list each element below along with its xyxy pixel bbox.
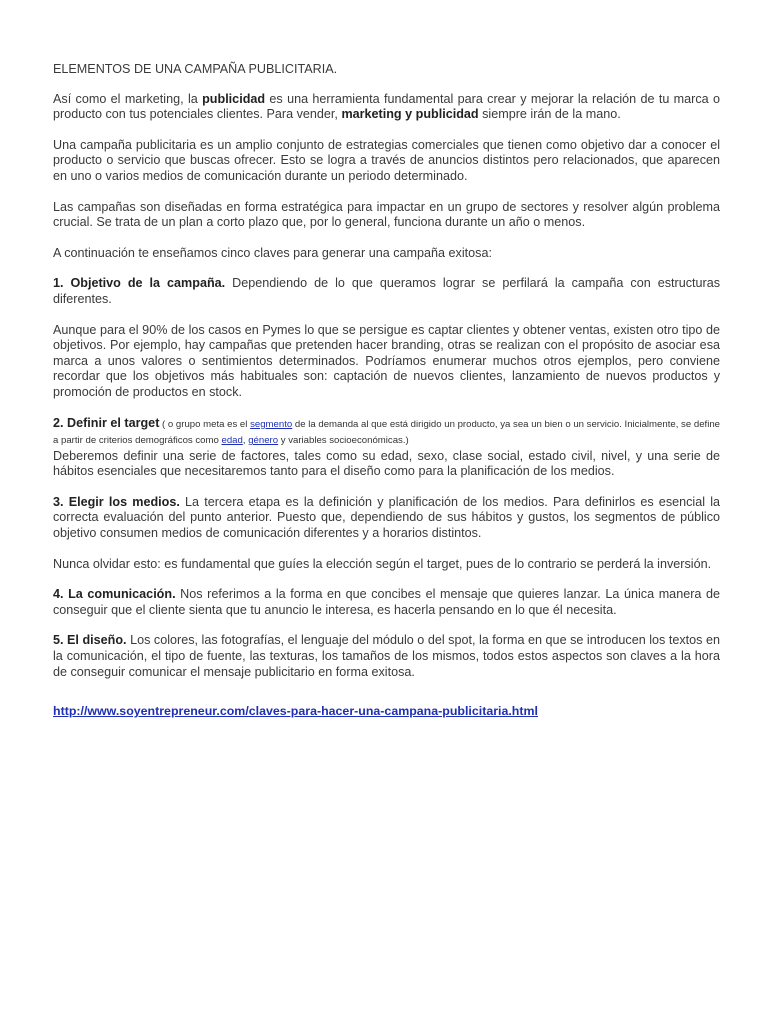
section-communication-text: Nos referimos a la forma en que concibes el mensaje que quieres lanzar. La única manera de conseguir que el cliente sienta que tu anuncio le interesa, es hacerla pensando en lo que él necesita. — [53, 587, 721, 617]
intro-bold-2: marketing y publicidad — [341, 107, 479, 122]
section-design — [53, 633, 720, 680]
keys-intro-paragraph: A continuación te enseñamos cinco claves para generar una campaña exitosa: — [53, 245, 492, 260]
section-communication-heading: 4. La comunicación. — [53, 587, 176, 602]
target-note-text-2: de la demanda al que está dirigido un producto, ya sea un bien o un servicio. Inicialmente, se define a partir de criterios demográficos como — [53, 418, 720, 447]
intro-bold-1: publicidad — [202, 91, 266, 106]
source-link-line — [53, 704, 720, 720]
section-design-text: Los colores, las fotografías, el lenguaje del módulo o del spot, la forma en que se introducen los textos en la comunicación, el tipo de fuente, las texturas, los tamaños de los mismos, todos estos aspectos son claves a la hora de conseguir comunicar el mensaje publicitario en forma exitosa. — [53, 633, 721, 679]
intro-paragraph — [53, 92, 720, 123]
target-note-text-1: ( o grupo meta es el — [159, 418, 251, 430]
section-objective-text: Dependiendo de lo que queramos lograr se perfilará la campaña con estructuras diferentes. — [53, 276, 720, 306]
campaign-definition-paragraph: Una campaña publicitaria es un amplio conjunto de estrategias comerciales que tienen como objetivo dar a conocer el producto o servicio que buscas ofrecer. Esto se logra a través de anuncios distintos pero relacionados, que aparecen en uno o varios medios de comunicación durante un periodo determinado. — [53, 137, 720, 183]
section-target — [53, 416, 720, 480]
intro-text-1: Así como el marketing, la — [53, 91, 203, 106]
section-target-text: Deberemos definir una serie de factores, tales como su edad, sexo, clase social, estado civil, nivel, y una serie de hábitos esenciales que necesitaremos tanto para el diseño como para la planificación de los medios. — [53, 448, 720, 479]
section-media — [53, 495, 720, 542]
section-media-text: La tercera etapa es la definición y planificación de los medios. Para definirlos es esencial la correcta evaluación del punto anterior. Puesto que, dependiendo de sus hábitos y gustos, los segmentos de público objetivo consumen medios de comunicación diferentes y a horarios distintos. — [53, 494, 721, 541]
target-note-text-4: y variables socioeconómicas.) — [278, 435, 409, 447]
genero-link[interactable]: género — [248, 435, 279, 447]
section-objective — [53, 276, 720, 307]
intro-text-3: siempre irán de la mano. — [478, 107, 621, 122]
document-title: ELEMENTOS DE UNA CAMPAÑA PUBLICITARIA. — [53, 62, 338, 76]
target-reminder-paragraph: Nunca olvidar esto: es fundamental que guíes la elección según el target, pues de lo contrario se perderá la inversión. — [53, 556, 712, 571]
segmento-link[interactable]: segmento — [250, 418, 293, 430]
source-link[interactable]: http://www.soyentrepreneur.com/claves-para-hacer-una-campana-publicitaria.html — [53, 704, 538, 719]
section-communication — [53, 587, 720, 618]
target-note-text-3: , — [242, 435, 249, 447]
section-target-heading: 2. Definir el target — [53, 415, 160, 430]
section-media-heading: 3. Elegir los medios. — [53, 494, 180, 509]
section-objective-heading: 1. Objetivo de la campaña. — [53, 276, 226, 291]
edad-link[interactable]: edad — [221, 435, 243, 447]
campaign-design-paragraph: Las campañas son diseñadas en forma estratégica para impactar en un grupo de sectores y resolver algún problema crucial. Se trata de un plan a corto plazo que, por lo general, funciona durante un año o menos. — [53, 199, 720, 230]
document-body — [53, 62, 720, 735]
objectives-paragraph: Aunque para el 90% de los casos en Pymes lo que se persigue es captar clientes y obtener ventas, existen otro tipo de objetivos. Por ejemplo, hay campañas que pretenden hacer branding, otras se realizan con el propósito de asociar esa marca a unos valores o sentimientos determinados. Podríamos enumerar muchos otros ejemplos, pero conviene recordar que los objetivos más habituales son: captación de nuevos clientes, lanzamiento de nuevos productos y promoción de productos en stock. — [53, 322, 720, 399]
intro-text-2: es una herramienta fundamental para crear y mejorar la relación de tu marca o producto con tus potenciales clientes. Para vender, — [53, 91, 720, 122]
section-design-heading: 5. El diseño. — [53, 633, 127, 648]
